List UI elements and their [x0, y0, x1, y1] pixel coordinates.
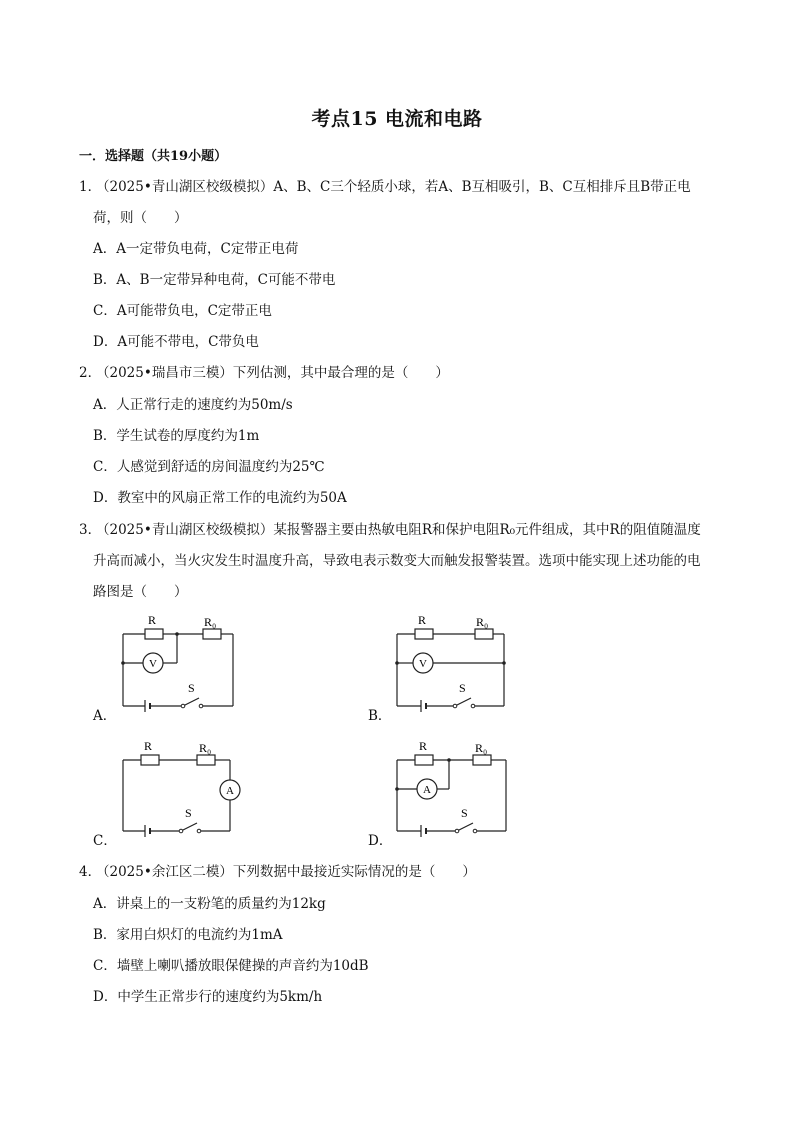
question-1-option-c: C．A可能带负电，C定带正电	[93, 303, 272, 319]
resistor-r-label: R	[419, 739, 428, 753]
circuit-a-diagram	[115, 610, 245, 720]
circuit-c-label: C．	[93, 833, 117, 849]
ammeter-label: A	[226, 785, 234, 797]
question-4-option-a: A．讲桌上的一支粉笔的质量约为12kg	[93, 896, 326, 912]
switch-label: S	[185, 806, 192, 820]
section-heading: 一．选择题（共19小题）	[79, 149, 228, 164]
resistor-r0-label: R₀	[475, 741, 488, 755]
resistor-r0-label: R₀	[199, 741, 212, 755]
question-3-line-2: 升高而减小，当火灾发生时温度升高，导致电表示数变大而触发报警装置。选项中能实现上述功能的电	[93, 553, 701, 569]
question-3-number: 3．	[79, 522, 102, 538]
question-1-line-2: 荷，则（ ）	[93, 210, 188, 226]
circuit-b-label: B．	[368, 708, 392, 724]
question-2-option-a: A．人正常行走的速度约为50m/s	[93, 397, 293, 413]
question-2-option-d: D．教室中的风扇正常工作的电流约为50A	[93, 490, 347, 506]
resistor-r-label: R	[144, 739, 153, 753]
circuit-b-diagram	[389, 610, 519, 720]
switch-label: S	[459, 681, 466, 695]
question-2-option-b: B．学生试卷的厚度约为1m	[93, 428, 260, 444]
question-4-option-c: C．墙壁上喇叭播放眼保健操的声音约为10dB	[93, 958, 369, 974]
voltmeter-label: V	[419, 658, 427, 670]
question-1-option-b: B．A、B一定带异种电荷，C可能不带电	[93, 272, 336, 288]
question-2-line-1: （2025•瑞昌市三模）下列估测，其中最合理的是（ ）	[96, 365, 449, 381]
voltmeter-label: V	[149, 658, 157, 670]
question-4-number: 4．	[79, 864, 102, 880]
circuit-d-label: D．	[368, 833, 393, 849]
switch-label: S	[188, 681, 195, 695]
resistor-r0-label: R₀	[204, 615, 217, 629]
question-2-number: 2．	[79, 365, 102, 381]
resistor-r-label: R	[148, 613, 157, 627]
circuit-d-diagram	[389, 735, 519, 845]
question-1-line-1: （2025•青山湖区校级模拟）A、B、C三个轻质小球，若A、B互相吸引，B、C互相排斥且B带正电	[96, 179, 691, 195]
question-1-option-a: A．A一定带负电荷，C定带正电荷	[93, 241, 299, 257]
resistor-r0-label: R₀	[476, 615, 489, 629]
ammeter-label: A	[423, 784, 431, 796]
page-title: 考点15 电流和电路	[311, 108, 483, 130]
resistor-r-label: R	[418, 613, 427, 627]
circuit-a-label: A．	[93, 708, 117, 724]
question-3-line-3: 路图是（ ）	[93, 584, 188, 600]
question-1-option-d: D．A可能不带电，C带负电	[93, 334, 259, 350]
circuit-c-diagram	[115, 735, 245, 845]
question-1-number: 1．	[79, 179, 102, 195]
question-3-line-1: （2025•青山湖区校级模拟）某报警器主要由热敏电阻R和保护电阻R₀元件组成，其中R的阻值随温度	[96, 522, 701, 538]
switch-label: S	[461, 806, 468, 820]
question-4-option-b: B．家用白炽灯的电流约为1mA	[93, 927, 283, 943]
question-2-option-c: C．人感觉到舒适的房间温度约为25℃	[93, 459, 325, 475]
question-4-option-d: D．中学生正常步行的速度约为5km/h	[93, 989, 323, 1005]
question-4-line-1: （2025•余江区二模）下列数据中最接近实际情况的是（ ）	[96, 864, 476, 880]
